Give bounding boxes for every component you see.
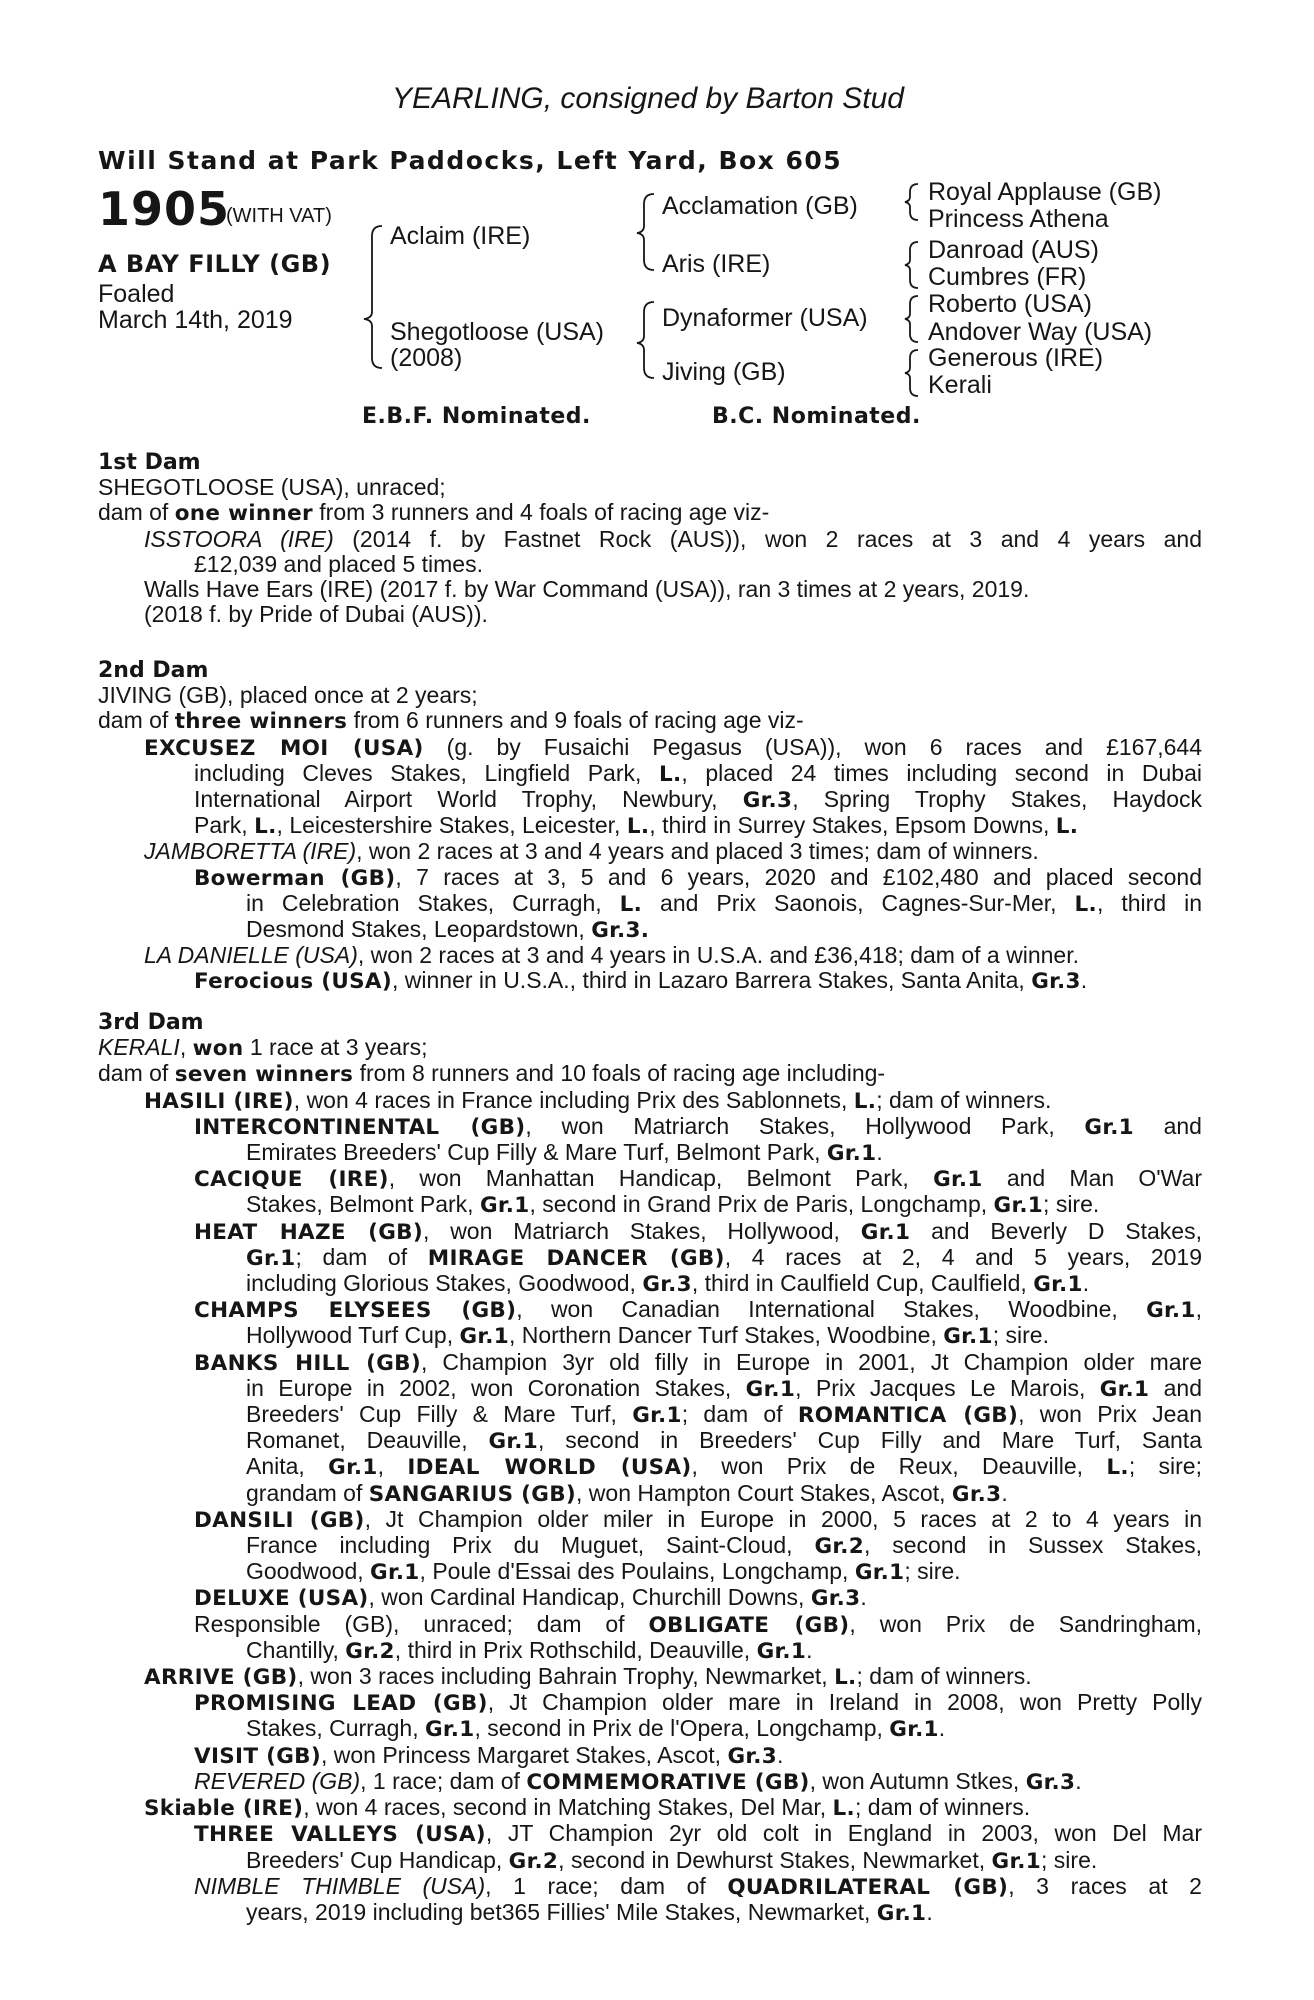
stand-location: Will Stand at Park Paddocks, Left Yard, Box 605 (98, 146, 843, 175)
first-dam-line: Walls Have Ears (IRE) (2017 f. by War Command (USA)), ran 3 times at 2 years, 2019. (144, 576, 1030, 603)
vat-note: (WITH VAT) (226, 205, 332, 227)
third-dam-line: in Europe in 2002, won Coronation Stakes, Gr.1, Prix Jacques Le Marois, Gr.1 and (246, 1374, 1203, 1402)
third-dam-line: dam of seven winners from 8 runners and 10 foals of racing age including- (98, 1060, 886, 1088)
third-dam-line: including Glorious Stakes, Goodwood, Gr.3, third in Caulfield Cup, Caulfield, Gr.1. (246, 1270, 1090, 1298)
third-dam-line: VISIT (GB), won Princess Margaret Stakes, Ascot, Gr.3. (194, 1741, 784, 1769)
pedigree-dsd: Andover Way (USA) (928, 318, 1153, 346)
first-dam-line: £12,039 and placed 5 times. (194, 550, 483, 577)
third-dam-line: CHAMPS ELYSEES (GB), won Canadian International Stakes, Woodbine, Gr.1, (194, 1296, 1202, 1324)
third-dam-heading: 3rd Dam (98, 1010, 204, 1035)
lot-number: 1905 (98, 182, 231, 236)
third-dam-line: INTERCONTINENTAL (GB), won Matriarch Stakes, Hollywood Park, Gr.1 and (194, 1112, 1202, 1140)
third-dam-line: Skiable (IRE), won 4 races, second in Matching Stakes, Del Mar, L.; dam of winners. (144, 1794, 1031, 1822)
bc-nominated: B.C. Nominated. (712, 404, 921, 429)
second-dam-line: Park, L., Leicestershire Stakes, Leicester, L., third in Surrey Stakes, Epsom Downs, L. (194, 812, 1079, 840)
pedigree-dss: Roberto (USA) (928, 290, 1092, 318)
lot-name: A BAY FILLY (GB) (98, 250, 332, 278)
third-dam-line: Stakes, Belmont Park, Gr.1, second in Grand Prix de Paris, Longchamp, Gr.1; sire. (246, 1191, 1100, 1219)
third-dam-line: REVERED (GB), 1 race; dam of COMMEMORATIVE (GB), won Autumn Stkes, Gr.3. (194, 1767, 1082, 1795)
pedigree-sire-dam: Aris (IRE) (662, 250, 771, 278)
second-dam-line: EXCUSEZ MOI (USA) (g. by Fusaichi Pegasus (USA)), won 6 races and £167,644 (144, 733, 1202, 761)
pedigree-sire-sire: Acclamation (GB) (662, 192, 858, 220)
pedigree-dam-dam: Jiving (GB) (662, 358, 786, 386)
first-dam-line: (2018 f. by Pride of Dubai (AUS)). (144, 601, 488, 628)
second-dam-line: International Airport World Trophy, Newbury, Gr.3, Spring Trophy Stakes, Haydock (194, 786, 1203, 814)
second-dam-section (98, 658, 1202, 995)
third-dam-line: France including Prix du Muguet, Saint-Cloud, Gr.2, second in Sussex Stakes, (246, 1532, 1202, 1560)
second-dam-line: including Cleves Stakes, Lingfield Park, L., placed 24 times including second in Dubai (194, 759, 1202, 787)
second-dam-line: JIVING (GB), placed once at 2 years; (98, 682, 478, 709)
pedigree-sds: Danroad (AUS) (928, 236, 1099, 264)
pedigree-ddd: Kerali (928, 371, 992, 399)
ebf-nominated: E.B.F. Nominated. (362, 404, 591, 429)
second-dam-line: LA DANIELLE (USA), won 2 races at 3 and 4 years in U.S.A. and £36,418; dam of a winner. (144, 942, 1079, 969)
third-dam-line: PROMISING LEAD (GB), Jt Champion older mare in Ireland in 2008, won Pretty Polly (194, 1689, 1202, 1717)
second-dam-line: Bowerman (GB), 7 races at 3, 5 and 6 years, 2020 and £102,480 and placed second (194, 863, 1202, 891)
third-dam-line: Anita, Gr.1, IDEAL WORLD (USA), won Prix de Reux, Deauville, L.; sire; (246, 1453, 1202, 1481)
first-dam-line: dam of one winner from 3 runners and 4 foals of racing age viz- (98, 499, 770, 527)
third-dam-line: years, 2019 including bet365 Fillies' Mile Stakes, Newmarket, Gr.1. (246, 1898, 933, 1926)
third-dam-line: DANSILI (GB), Jt Champion older miler in Europe in 2000, 5 races at 2 to 4 years in (194, 1505, 1203, 1533)
pedigree-dam: Shegotloose (USA) (390, 318, 605, 346)
first-dam-heading: 1st Dam (98, 450, 201, 475)
third-dam-line: HEAT HAZE (GB), won Matriarch Stakes, Hollywood, Gr.1 and Beverly D Stakes, (194, 1217, 1202, 1245)
pedigree-ssd: Princess Athena (928, 205, 1109, 233)
pedigree-brackets (0, 0, 1314, 420)
pedigree-dds: Generous (IRE) (928, 344, 1104, 372)
third-dam-line: Stakes, Curragh, Gr.1, second in Prix de l'Opera, Longchamp, Gr.1. (246, 1715, 946, 1743)
third-dam-line: Romanet, Deauville, Gr.1, second in Breeders' Cup Filly and Mare Turf, Santa (246, 1427, 1202, 1455)
second-dam-heading: 2nd Dam (98, 658, 209, 683)
third-dam-line: CACIQUE (IRE), won Manhattan Handicap, Belmont Park, Gr.1 and Man O'War (194, 1165, 1202, 1193)
third-dam-line: Responsible (GB), unraced; dam of OBLIGATE (GB), won Prix de Sandringham, (194, 1610, 1202, 1638)
first-dam-line: ISSTOORA (IRE) (2014 f. by Fastnet Rock (AUS)), won 2 races at 3 and 4 years and (144, 525, 1202, 552)
third-dam-line: Breeders' Cup Filly & Mare Turf, Gr.1; dam of ROMANTICA (GB), won Prix Jean (246, 1401, 1202, 1429)
third-dam-line: HASILI (IRE), won 4 races in France including Prix des Sablonnets, L.; dam of winners. (144, 1086, 1052, 1114)
second-dam-line: Desmond Stakes, Leopardstown, Gr.3. (246, 916, 650, 944)
third-dam-line: THREE VALLEYS (USA), JT Champion 2yr old colt in England in 2003, won Del Mar (194, 1820, 1203, 1848)
second-dam-line: in Celebration Stakes, Curragh, L. and Prix Saonois, Cagnes-Sur-Mer, L., third in (246, 889, 1202, 917)
second-dam-line: Ferocious (USA), winner in U.S.A., third in Lazaro Barrera Stakes, Santa Anita, Gr.3. (194, 967, 1088, 995)
catalogue-header: YEARLING, consigned by Barton Stud (392, 82, 904, 115)
third-dam-line: grandam of SANGARIUS (GB), won Hampton Court Stakes, Ascot, Gr.3. (246, 1479, 1008, 1507)
pedigree-dam-year: (2008) (390, 344, 463, 372)
pedigree-sire: Aclaim (IRE) (390, 222, 531, 250)
foaled-label: Foaled (98, 280, 175, 308)
foaled-date: March 14th, 2019 (98, 306, 293, 334)
first-dam-section (98, 450, 1202, 627)
first-dam-line: SHEGOTLOOSE (USA), unraced; (98, 474, 446, 501)
third-dam-line: Breeders' Cup Handicap, Gr.2, second in Dewhurst Stakes, Newmarket, Gr.1; sire. (246, 1846, 1098, 1874)
third-dam-line: DELUXE (USA), won Cardinal Handicap, Churchill Downs, Gr.3. (194, 1584, 867, 1612)
pedigree-sss: Royal Applause (GB) (928, 178, 1162, 206)
third-dam-line: KERALI, won 1 race at 3 years; (98, 1034, 428, 1062)
second-dam-line: JAMBORETTA (IRE), won 2 races at 3 and 4 years and placed 3 times; dam of winners. (144, 838, 1039, 865)
third-dam-line: ARRIVE (GB), won 3 races including Bahrain Trophy, Newmarket, L.; dam of winners. (144, 1663, 1032, 1691)
pedigree-dam-sire: Dynaformer (USA) (662, 304, 868, 332)
third-dam-line: NIMBLE THIMBLE (USA), 1 race; dam of QUADRILATERAL (GB), 3 races at 2 (194, 1872, 1202, 1900)
third-dam-line: BANKS HILL (GB), Champion 3yr old filly in Europe in 2001, Jt Champion older mare (194, 1348, 1202, 1376)
third-dam-line: Chantilly, Gr.2, third in Prix Rothschild, Deauville, Gr.1. (246, 1636, 813, 1664)
pedigree-sdd: Cumbres (FR) (928, 263, 1087, 291)
third-dam-line: Hollywood Turf Cup, Gr.1, Northern Dancer Turf Stakes, Woodbine, Gr.1; sire. (246, 1322, 1049, 1350)
third-dam-line: Goodwood, Gr.1, Poule d'Essai des Poulains, Longchamp, Gr.1; sire. (246, 1558, 961, 1586)
third-dam-line: Gr.1; dam of MIRAGE DANCER (GB), 4 races at 2, 4 and 5 years, 2019 (246, 1243, 1203, 1271)
third-dam-section (98, 1010, 1202, 1926)
second-dam-line: dam of three winners from 6 runners and 9 foals of racing age viz- (98, 707, 804, 735)
third-dam-line: Emirates Breeders' Cup Filly & Mare Turf, Belmont Park, Gr.1. (246, 1139, 883, 1167)
